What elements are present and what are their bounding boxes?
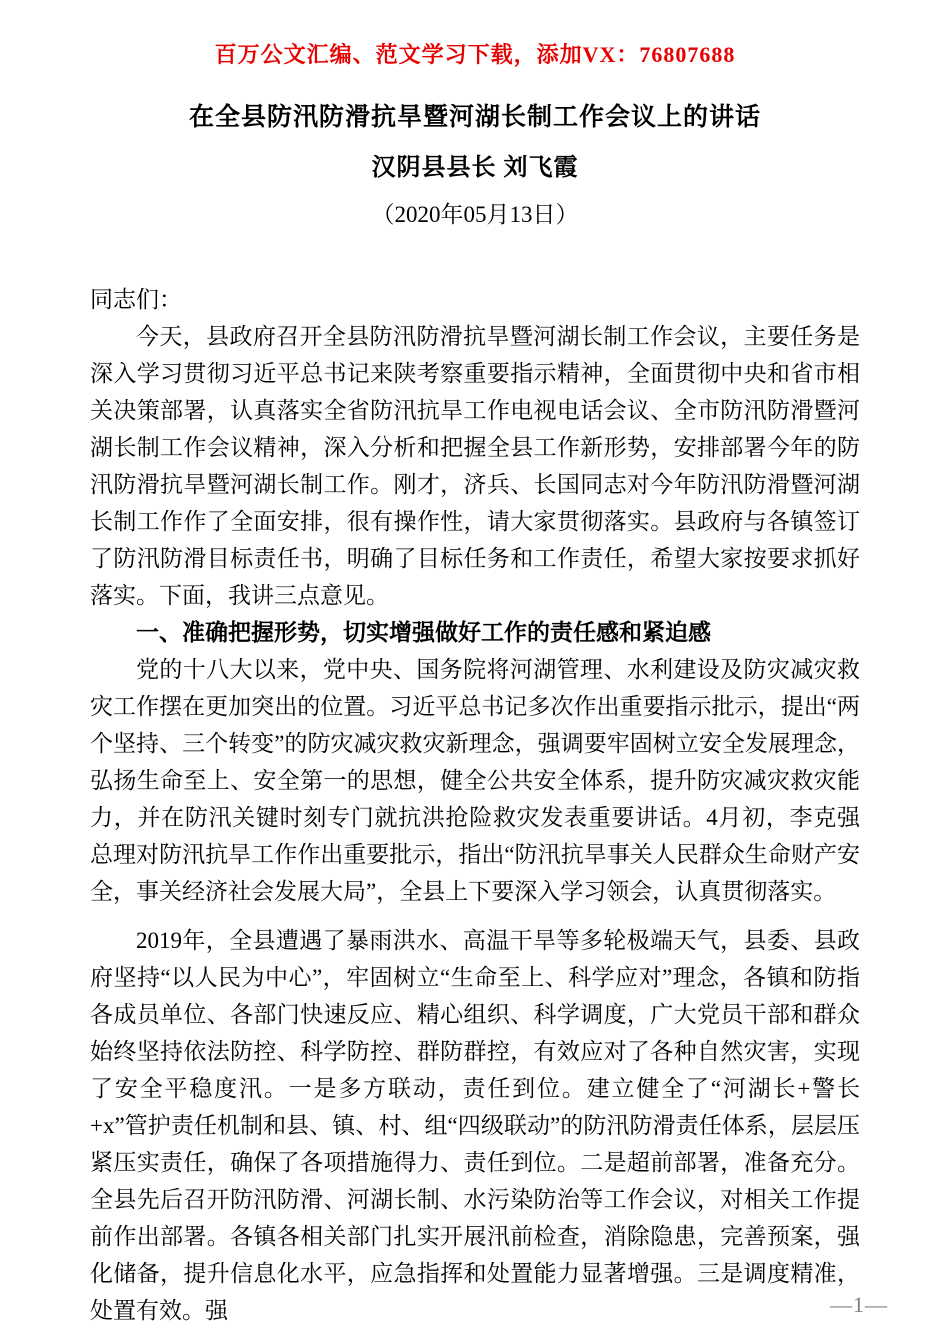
paragraph-2019-review: 2019年，全县遭遇了暴雨洪水、高温干旱等多轮极端天气，县委、县政府坚持“以人民为中心”，牢固树立“生命至上、科学应对”理念，各镇和防指各成员单位、各部门快速反应、精心组织、科学调度，广大党员干部和群众始终坚持依法防控、科学防控、群防群控，有效应对了各种自然灾害，实现了安全平稳度汛。一是多方联动，责任到位。建立健全了“河湖长+警长+x”管护责任机制和县、镇、村、组“四级联动”的防汛防滑责任体系，层层压紧压实责任，确保了各项措施得力、责任到位。二是超前部署，准备充分。全县先后召开防汛防滑、河湖长制、水污染防治等工作会议，对相关工作提前作出部署。各镇各相关部门扎实开展汛前检查，消除隐患，完善预案，强化储备，提升信息化水平，应急指挥和处置能力显著增强。三是调度精准，处置有效。强 <box>90 928 860 1323</box>
author-line: 汉阴县县长 刘飞霞 <box>371 155 579 181</box>
header-notice: 百万公文汇编、范文学习下载，添加VX：76807688 <box>214 42 736 67</box>
salutation: 同志们： <box>90 287 182 312</box>
page-number: —1— <box>830 1292 888 1317</box>
document-body <box>90 281 860 1329</box>
paragraph-intro: 今天，县政府召开全县防汛防滑抗旱暨河湖长制工作会议，主要任务是深入学习贯彻习近平总书记来陕考察重要指示精神，全面贯彻中央和省市相关决策部署，认真落实全省防汛抗旱工作电视电话会议、全市防汛防滑暨河湖长制工作会议精神，深入分析和把握全县工作新形势，安排部署今年的防汛防滑抗旱暨河湖长制工作。刚才，济兵、长国同志对今年防汛防滑暨河湖长制工作作了全面安排，很有操作性，请大家贯彻落实。县政府与各镇签订了防汛防滑目标责任书，明确了目标任务和工作责任，希望大家按要求抓好落实。下面，我讲三点意见。 <box>90 324 860 608</box>
date-line: （2020年05月13日） <box>371 202 579 227</box>
section-heading-one: 一、准确把握形势，切实增强做好工作的责任感和紧迫感 <box>136 620 711 645</box>
paragraph-policy: 党的十八大以来，党中央、国务院将河湖管理、水利建设及防灾减灾救灾工作摆在更加突出的位置。习近平总书记多次作出重要指示批示，提出“两个坚持、三个转变”的防灾减灾救灾新理念，强调要牢固树立安全发展理念，弘扬生命至上、安全第一的思想，健全公共安全体系，提升防灾减灾救灾能力，并在防汛关键时刻专门就抗洪抢险救灾发表重要讲话。4月初，李克强总理对防汛抗旱工作作出重要批示，指出“防汛抗旱事关人民群众生命财产安全，事关经济社会发展大局”，全县上下要深入学习领会，认真贯彻落实。 <box>90 657 860 904</box>
document-title: 在全县防汛防滑抗旱暨河湖长制工作会议上的讲话 <box>188 104 761 131</box>
